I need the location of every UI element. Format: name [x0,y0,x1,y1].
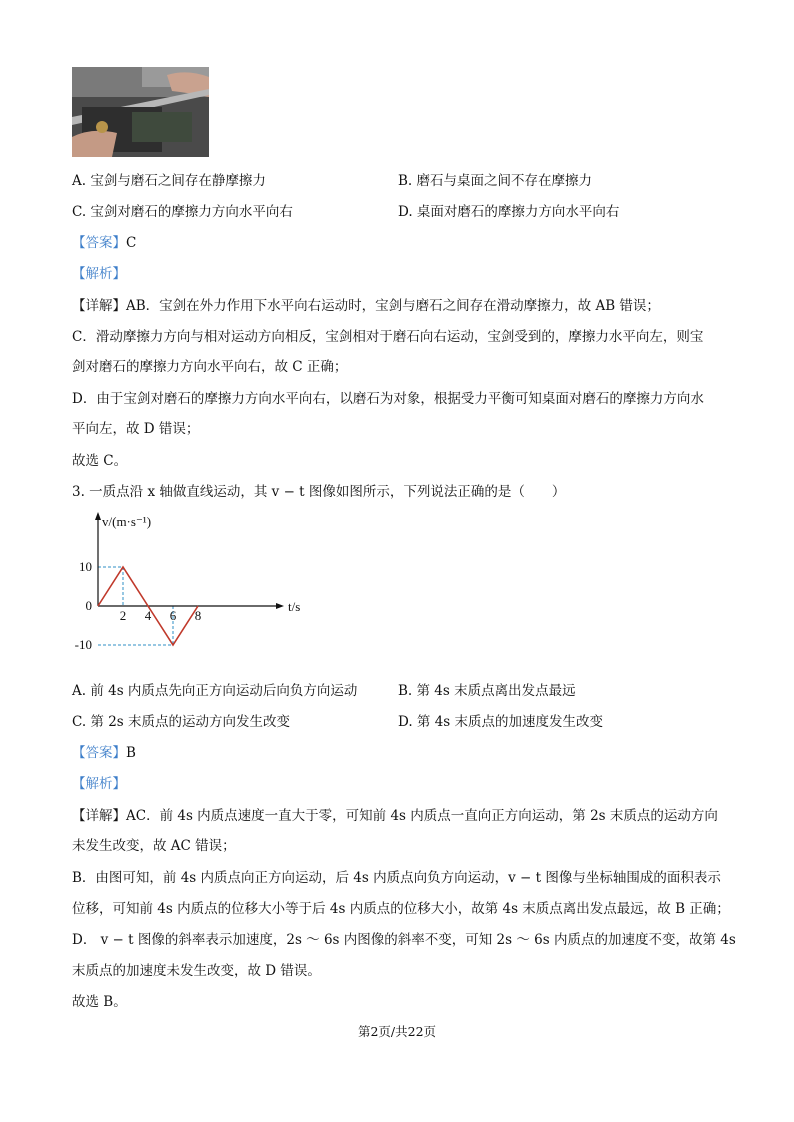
q2-option-d: D. 桌面对磨石的摩擦力方向水平向右 [398,204,620,220]
q2-option-c: C. 宝剑对磨石的摩擦力方向水平向右 [72,204,293,220]
q2-detail-3a: D．由于宝剑对磨石的摩擦力方向水平向右，以磨石为对象，根据受力平衡可知桌面对磨石的摩擦力方向水 [72,391,704,407]
y-tick-label: 0 [85,598,92,613]
q2-detail-3b: 平向左，故 D 错误； [72,421,200,437]
answer-value: C [126,235,137,251]
x-axis-arrow [276,603,284,609]
page-footer: 第2页/共22页 [357,1024,437,1039]
q3-option-d: D. 第 4s 末质点的加速度发生改变 [398,714,604,730]
x-axis-label: t/s [288,599,301,614]
q2-option-b: B. 磨石与桌面之间不存在摩擦力 [398,173,593,189]
q3-detail-3a: D． v − t 图像的斜率表示加速度，2s ～ 6s 内图像的斜率不变，可知 2s ～ 6s 内质点的加速度不变，故第 4s [72,932,736,948]
y-tick-label: 10 [79,559,92,574]
x-tick-label: 8 [194,608,202,623]
q3-detail-2b: 位移，可知前 4s 内质点的位移大小等于后 4s 内质点的位移大小，故第 4s 末质点离出发点最远，故 B 正确； [72,901,730,917]
q3-detail-2a: B．由图可知，前 4s 内质点向正方向运动，后 4s 内质点向负方向运动，v − t 图像与坐标轴围成的面积表示 [72,870,721,886]
q3-conclusion: 故选 B。 [72,994,127,1010]
q2-detail-1: 【详解】AB．宝剑在外力作用下水平向右运动时，宝剑与磨石之间存在滑动摩擦力，故 AB 错误； [72,298,660,314]
q3-detail-3b: 末质点的加速度未发生改变，故 D 错误。 [72,963,321,979]
q3-option-b: B. 第 4s 末质点离出发点最远 [398,683,576,699]
q2-answer [72,234,136,252]
q3-question: 3. 一质点沿 x 轴做直线运动，其 v − t 图像如图所示，下列说法正确的是（ ） [72,484,566,500]
q2-detail-2b: 剑对磨石的摩擦力方向水平向右，故 C 正确； [72,359,348,375]
x-tick-label: 2 [119,608,127,623]
q2-detail-2a: C．滑动摩擦力方向与相对运动方向相反，宝剑相对于磨石向右运动，宝剑受到的，摩擦力水平向左，则宝 [72,329,704,345]
x-tick-label: 6 [169,608,177,623]
q2-analysis-tag: 【解析】 [72,266,126,282]
q2-conclusion: 故选 C。 [72,453,128,469]
y-axis-label: v/(m·s⁻¹) [102,514,152,529]
answer-value: B [126,745,136,761]
q3-detail-1b: 未发生改变，故 AC 错误； [72,838,236,854]
answer-tag: 【答案】 [72,745,126,761]
x-tick-label: 4 [144,608,152,623]
vt-graph [60,510,301,660]
sword-whetstone-photo [72,67,209,157]
q3-answer [72,744,136,762]
q3-option-a: A. 前 4s 内质点先向正方向运动后向负方向运动 [72,683,358,699]
q2-option-a: A. 宝剑与磨石之间存在静摩擦力 [72,173,266,189]
q3-option-c: C. 第 2s 末质点的运动方向发生改变 [72,714,291,730]
q3-analysis-tag: 【解析】 [72,776,126,792]
vt-graph-svg [60,510,301,660]
q3-detail-1a: 【详解】AC．前 4s 内质点速度一直大于零，可知前 4s 内质点一直向正方向运动，第 2s 末质点的运动方向 [72,808,718,824]
y-axis-arrow [95,512,101,520]
y-tick-label: -10 [74,637,92,652]
answer-tag: 【答案】 [72,235,126,251]
